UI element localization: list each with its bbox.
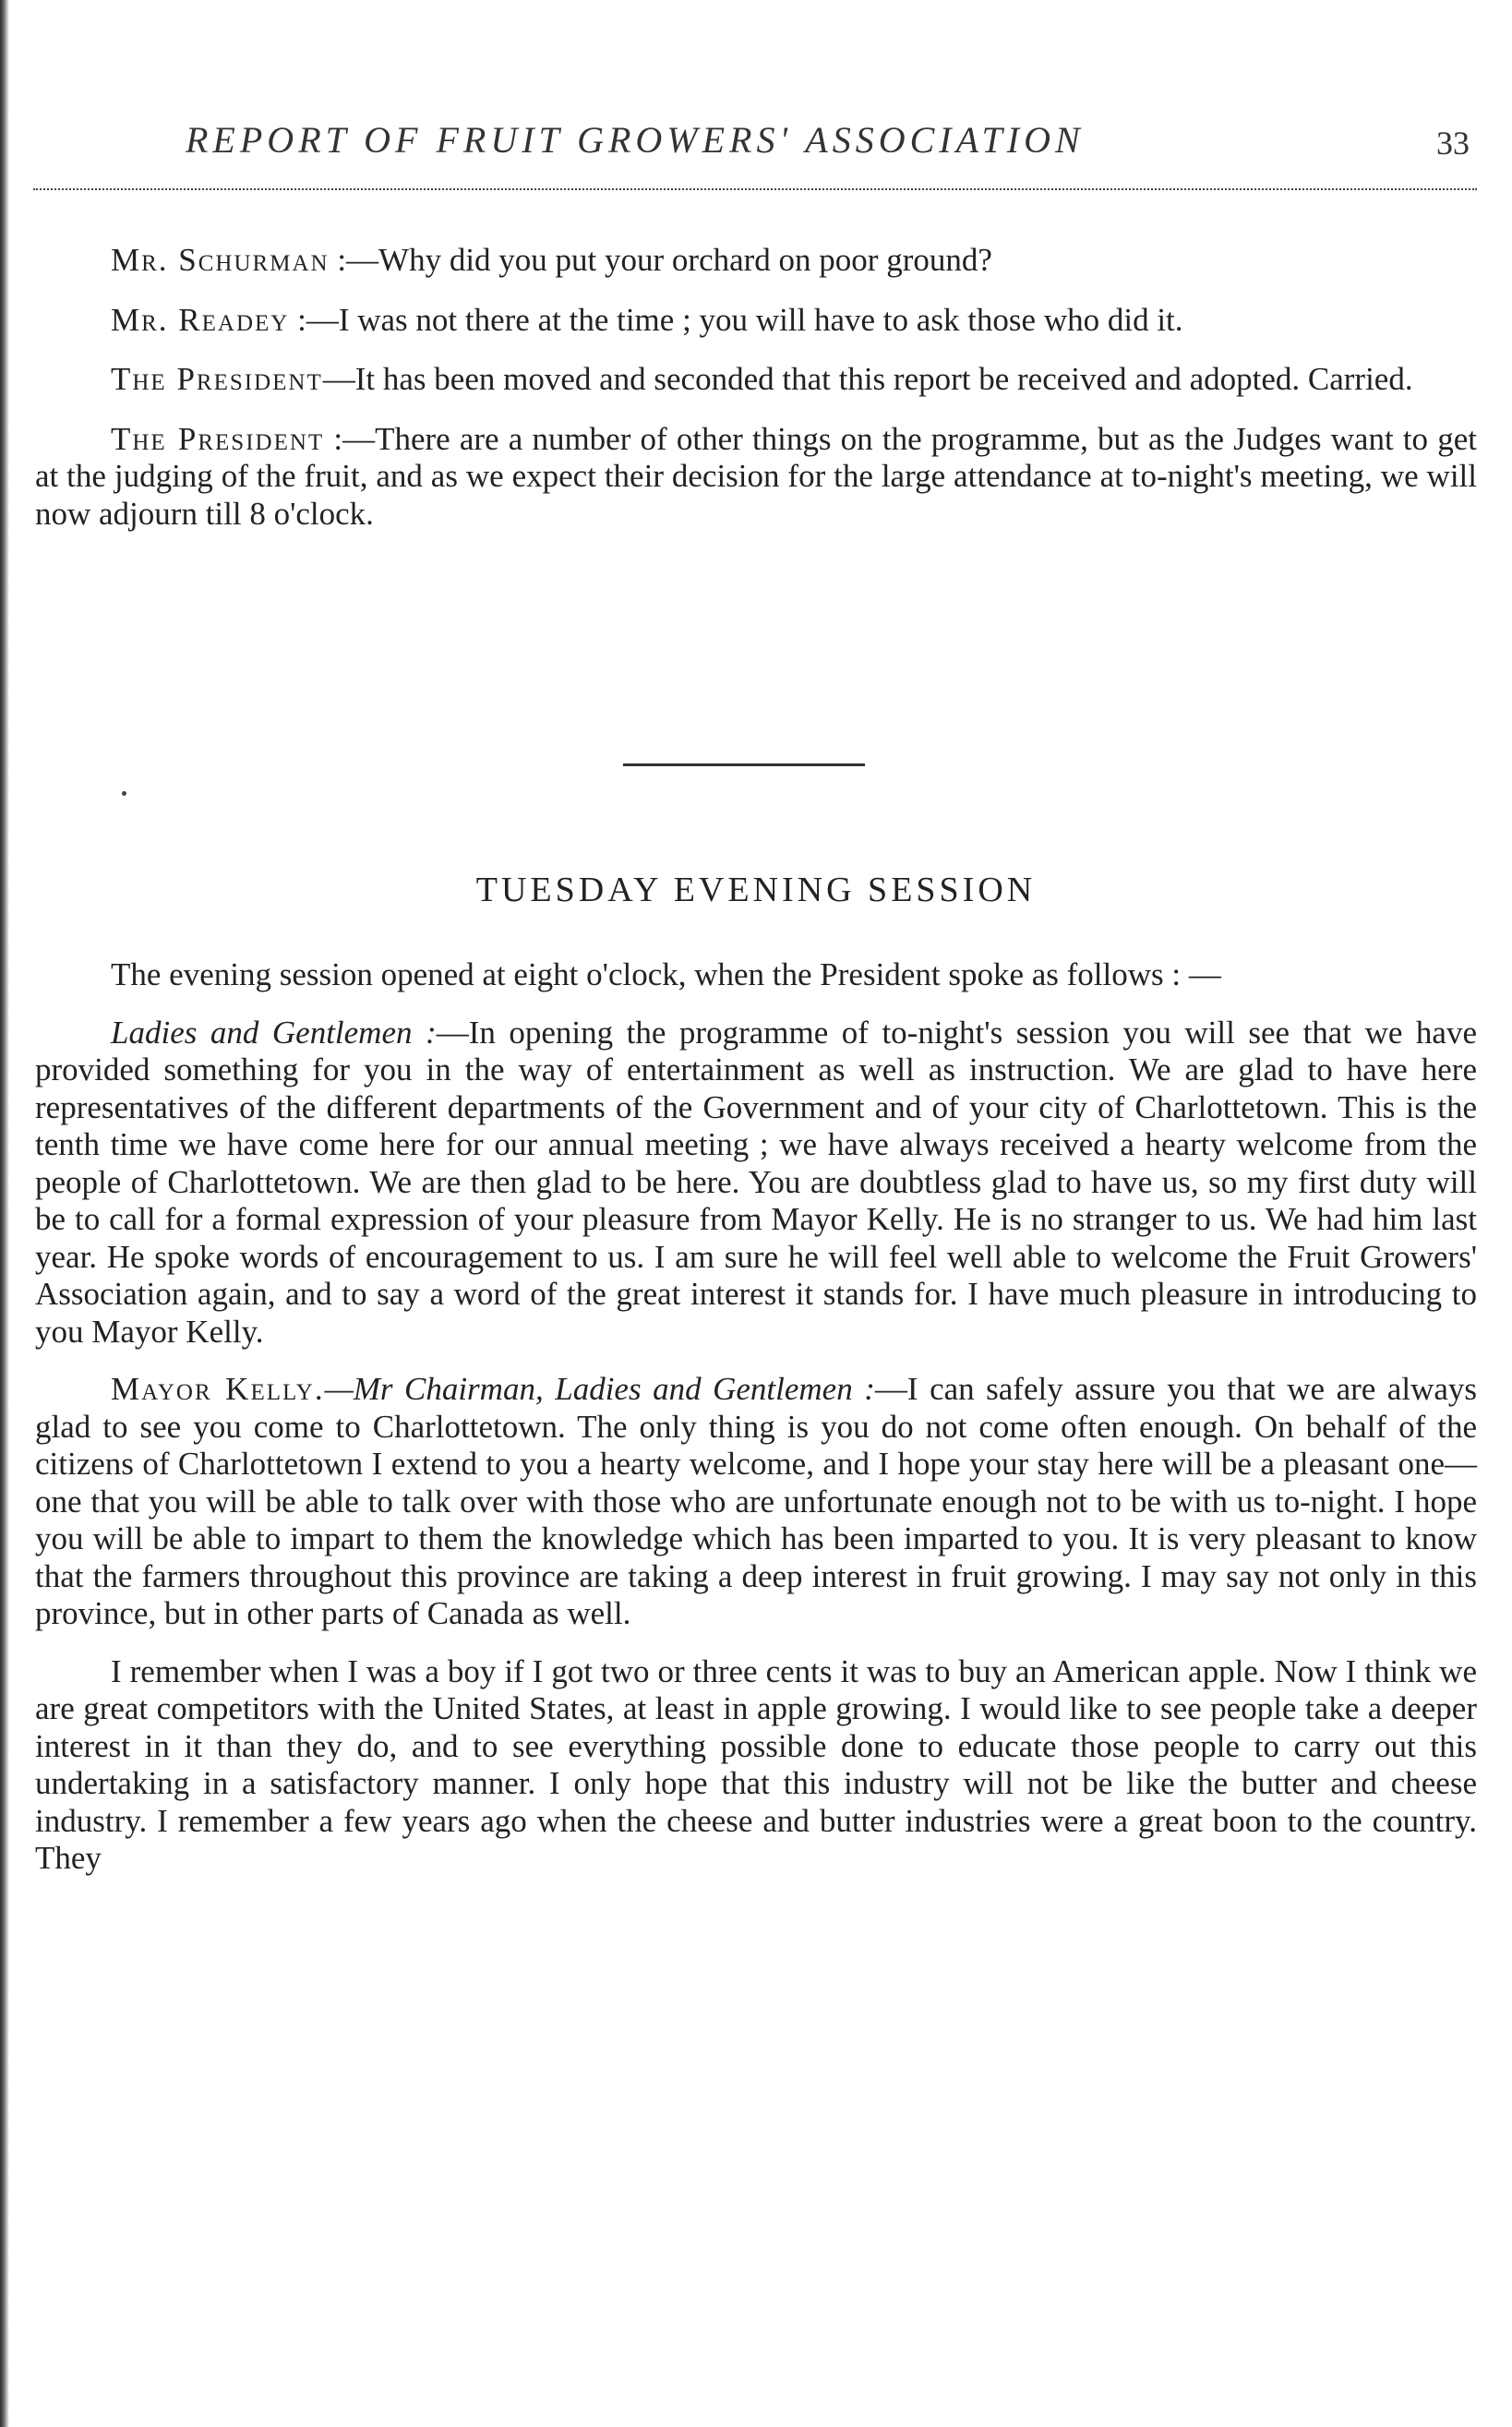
header-rule (33, 188, 1477, 190)
salutation: Ladies and Gentlemen : (111, 1014, 437, 1051)
paragraph (35, 421, 1477, 534)
running-head (33, 111, 1479, 166)
paragraph-text: —In opening the programme of to-night's session you will see that we have provided something for you in the way of entertainment as well as instruction. We are glad to have here representatives of the different departments of the Government and of your city of Charlottetown. This is the tenth time we have come here for our annual meeting ; we have always received a hearty welcome from the people of Charlottetown. We are then glad to be here. You are doubtless glad to have us, so my first duty will be to call for a formal expression of your pleasure from Mayor Kelly. He is no stranger to us. We had him last year. He spoke words of encouragement to us. I am sure he will feel well able to welcome the Fruit Growers' Association again, and to say a word of the great interest it stands for. I have much pleasure in introducing to you Mayor Kelly. (35, 1014, 1477, 1350)
speaker-name: The President (111, 420, 325, 457)
paragraph (35, 242, 1477, 280)
speaker-name: The President (111, 361, 323, 397)
paragraph-text: —I can safely assure you that we are always glad to see you come to Charlottetown. The only thing is you do not come often enough. On behalf of the citizens of Charlottetown I extend to you a hearty welcome, and I hope your stay here will be a pleasant one—one that you will be able to talk over with those who are unfortunate enough not to be with us to-night. I hope you will be able to impart to them the knowledge which has been imparted to you. It is very pleasant to know that the farmers throughout this province are taking a deep interest in fruit growing. I may say not only in this province, but in other parts of Canada as well. (35, 1371, 1478, 1631)
text-block-lower (35, 956, 1477, 1878)
paragraph (35, 302, 1477, 340)
page-number: 33 (1436, 125, 1470, 162)
paragraph-text: :—Why did you put your orchard on poor ground? (329, 242, 992, 278)
paragraph (35, 956, 1477, 994)
salutation: —Mr Chairman, Ladies and Gentlemen : (324, 1371, 875, 1407)
speaker-name: Mayor Kelly. (111, 1371, 325, 1407)
print-speck (122, 791, 126, 796)
text-block-upper (35, 242, 1477, 533)
section-divider-rule (623, 763, 865, 766)
paragraph-text: :—There are a number of other things on the programme, but as the Judges want to get at the judging of the fruit, and as we expect their decision for the large attendance at to-night's meeting, we will now adjourn till 8 o'clock. (35, 420, 1477, 532)
paragraph (35, 1653, 1477, 1878)
section-heading: TUESDAY EVENING SESSION (475, 871, 1037, 909)
running-head-title: REPORT OF FRUIT GROWERS' ASSOCIATION (186, 119, 1085, 161)
paragraph-text: :—I was not there at the time ; you will have to ask those who did it. (289, 301, 1183, 338)
paragraph (35, 1371, 1477, 1633)
paragraph (35, 361, 1477, 399)
paragraph-text: The evening session opened at eight o'clock, when the President spoke as follows : — (111, 956, 1221, 992)
paragraph-text: I remember when I was a boy if I got two or three cents it was to buy an American apple. Now I think we are great competitors with the United States, at least in apple growing. I would like to see people take a deeper interest in it than they do, and to see everything possible done to educate those people to carry out this undertaking in a satisfactory manner. I only hope that this industry will not be like the butter and cheese industry. I remember a few years ago when the cheese and butter industries were a great boon to the country. They (35, 1652, 1477, 1876)
paragraph-text: —It has been moved and seconded that this report be received and adopted. Carried. (322, 361, 1413, 397)
speaker-name: Mr. Readey (111, 301, 290, 338)
binding-edge-shadow (0, 0, 9, 2427)
speaker-name: Mr. Schurman (111, 242, 330, 278)
paragraph (35, 1015, 1477, 1352)
